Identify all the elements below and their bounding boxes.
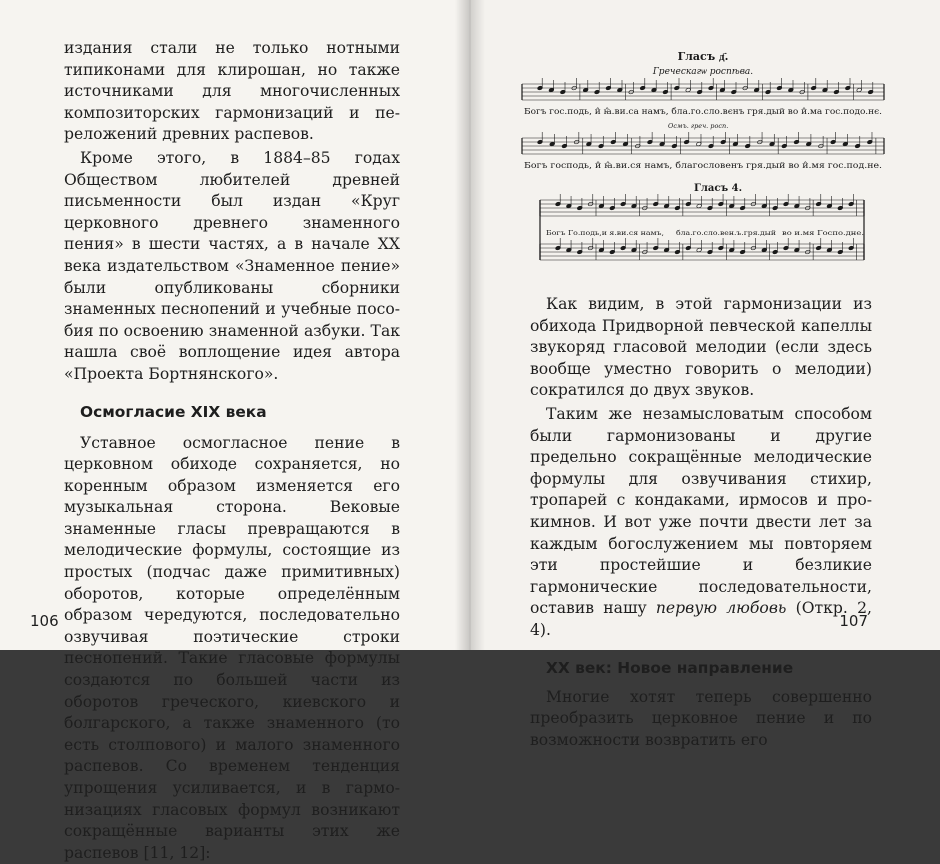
right-page	[470, 0, 940, 650]
section-heading: XX век: Новое направление	[546, 658, 872, 679]
citation-text: (Откр. 2, 4).	[530, 599, 872, 639]
paragraph: Уставное осмогласное пение в церковном обиходе сохраняется, но коренным образом изменяется его музыкальная сторона. Вековые знаменные гласы превращаются в мелодические формулы, состоящие из простых (подчас даже примитивных) оборотов, которые определённым образом чередуются, последовательно озвучивая поэтические строки песнопений. Такие гласовые формулы создаются по большей части из оборотов греческого, киевского и болгарского, а также знаменного (то есть столпового) и малого знаменного распевов. Со временем тенденция упрощения усиливается, и в гармонизациях гласовых формул возникают сокращённые варианты этих же распевов [11, 12]:	[64, 433, 400, 864]
figure-note-2: Осмъ. греч. росп.	[668, 122, 728, 130]
figure-lyric-3-mid: бла.го.сло.вен.ъ.гря.дый	[676, 229, 777, 237]
emphasis-text: первую любовь	[656, 599, 787, 617]
figure-lyric-3-top: Богъ Го.подь,и я.ви.ся намъ,	[546, 229, 664, 237]
figure-lyric-1: Богъ гос.подь, и̂ ꙗ̂.ви.са намъ, бла.го.сло.вєнъ гря.дый во и̂.ма гос.подo.нє.	[524, 106, 882, 116]
paragraph: Многие хотят теперь совершенно преобразить церковное пение и по возможности возвратить его	[530, 687, 872, 752]
music-notation-figure	[518, 46, 888, 276]
paragraph-with-emphasis	[530, 404, 872, 642]
right-text-column	[530, 294, 872, 751]
figure-title-2: Гласъ 4.	[694, 183, 742, 194]
page-number-left: 106	[30, 612, 59, 630]
paragraph: Как видим, в этой гармонизации из обихода Придворной певческой капеллы звукоряд гласовой мелодии (если здесь вообще уместно говорить о мелодии) сократился до двух звуков.	[530, 294, 872, 402]
section-heading: Осмогласие XIX века	[80, 402, 400, 423]
figure-lyric-2: Богъ господь, и̂ ꙗ̂.ви.ся намъ, благословенъ гря.дый во и̂.мя гос.под.не.	[524, 160, 882, 170]
music-score-image	[518, 46, 888, 276]
figure-title-1: Гласъ д҃.	[678, 50, 729, 63]
paragraph: издания стали не только нотными типиконами для клирошан, но также источниками для многочисленных композиторских гармонизаций и переложений древних распевов.	[64, 38, 400, 146]
left-page	[0, 0, 470, 650]
paragraph: Кроме этого, в 1884–85 годах Обществом любителей древней письменности был издан «Круг церковного древнего знаменного пения» в шести частях, а в начале XX века издательством «Знаменное пение» были опубликованы сборники знаменных песнопений и учебные пособия по освоению знаменной азбуки. Так нашла своё воплощение идея автора «Проекта Бортнянского».	[64, 148, 400, 386]
book-gutter-shadow	[455, 0, 485, 650]
page-number-right: 107	[839, 612, 868, 630]
figure-lyric-3-end: во и.мя Госпо.дне.	[782, 229, 864, 237]
left-text-column	[64, 38, 400, 864]
paragraph-text: Таким же незамысловатым способом были гармонизованы и другие предельно сокращённые мелодические формулы для озвучивания стихир, тропарей с кондаками, ирмосов и прокимнов. И вот уже почти двести лет за каждым богослужением мы повторяем эти простейшие и безликие гармонические последовательности, оставив нашу	[530, 405, 872, 617]
figure-subtitle-1: Греческагѡ роспѣва.	[652, 67, 753, 77]
